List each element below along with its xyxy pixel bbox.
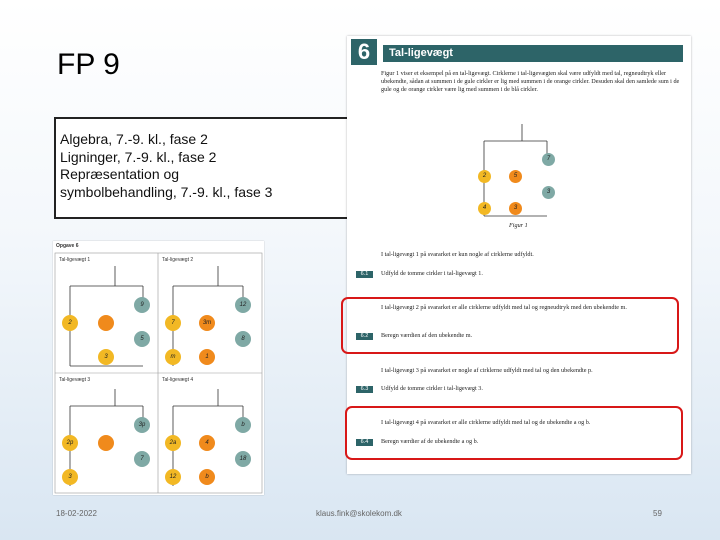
orange-circle: 1 <box>199 349 215 365</box>
task-tag: 6.1 <box>356 271 373 278</box>
exercise-text: I tal-ligevægt 4 på svararket er alle cirklerne udfyldt med tal og de ubekendte a og b. <box>381 419 591 426</box>
exercise-text: I tal-ligevægt 2 på svararket er alle cirklerne udfyldt med tal og regneudtryk med den ubekendte m. <box>381 304 627 311</box>
yellow-circle: 7 <box>165 315 181 331</box>
exercise-text: I tal-ligevægt 1 på svararket er kun nogle af cirklerne udfyldt. <box>381 251 534 258</box>
blue-circle: 3p <box>134 417 150 433</box>
answer-sheet-title: Opgave 6 <box>56 243 79 249</box>
panel-label: Tal-ligevægt 2 <box>162 257 194 263</box>
orange-circle <box>98 435 114 451</box>
panel-label: Tal-ligevægt 3 <box>59 377 91 383</box>
exercise-heading: Tal-ligevægt <box>383 45 683 62</box>
panel-label: Tal-ligevægt 4 <box>162 377 194 383</box>
topic-line: symbolbehandling, 7.-9. kl., fase 3 <box>60 183 273 200</box>
yellow-circle: 3 <box>62 469 78 485</box>
panel-label: Tal-ligevægt 1 <box>59 257 91 263</box>
orange-circle <box>98 315 114 331</box>
blue-circle: 3 <box>542 186 555 199</box>
blue-circle: 7 <box>542 153 555 166</box>
orange-circle: 5 <box>509 170 522 183</box>
exercise-number: 6 <box>351 39 377 65</box>
footer-page-number: 59 <box>653 509 662 518</box>
task-tag: 6.3 <box>356 386 373 393</box>
task-text: Udfyld de tomme cirkler i tal-ligevægt 3. <box>381 385 483 392</box>
footer-date: 18-02-2022 <box>56 509 97 518</box>
task-tag: 6.4 <box>356 439 373 446</box>
answer-sheet-grid <box>53 241 264 495</box>
task-text: Beregn værdier af de ubekendte a og b. <box>381 438 479 445</box>
exercise-intro: Figur 1 viser et eksempel på en tal-ligevægt. Cirklerne i tal-ligevægten skal være udfyldt med tal, regneudtryk eller ubekendte, sådan at summen i de gule cirkler er lig med summen i de orange cirkler. Desuden skal den samlede sum i de gule og de orange cirkler være lig med summen i de blå cirkler. <box>381 70 680 93</box>
blue-circle: 9 <box>134 297 150 313</box>
task-text: Udfyld de tomme cirkler i tal-ligevægt 1. <box>381 270 483 277</box>
answer-sheet-image <box>53 241 264 495</box>
exercise-text: I tal-ligevægt 3 på svararket er nogle af cirklerne udfyldt med tal og den ubekendte p. <box>381 367 593 374</box>
slide-title: FP 9 <box>57 48 120 81</box>
yellow-circle: 12 <box>165 469 181 485</box>
orange-circle: 3 <box>509 202 522 215</box>
yellow-circle: 2 <box>478 170 491 183</box>
orange-circle: b <box>199 469 215 485</box>
blue-circle: 8 <box>235 331 251 347</box>
task-tag: 6.2 <box>356 333 373 340</box>
figure-caption: Figur 1 <box>509 222 528 229</box>
blue-circle: 7 <box>134 451 150 467</box>
yellow-circle: 4 <box>478 202 491 215</box>
blue-circle: 5 <box>134 331 150 347</box>
blue-circle: b <box>235 417 251 433</box>
highlight-box <box>341 297 679 354</box>
blue-circle: 12 <box>235 297 251 313</box>
topic-line: Algebra, 7.-9. kl., fase 2 <box>60 131 208 147</box>
topic-line: Repræsentation og <box>60 166 180 182</box>
task-text: Beregn værdien af den ubekendte m. <box>381 332 473 339</box>
topic-box <box>54 117 351 219</box>
yellow-circle: 2 <box>62 315 78 331</box>
yellow-circle: 2a <box>165 435 181 451</box>
footer-email: klaus.fink@skolekom.dk <box>316 509 402 518</box>
blue-circle: 18 <box>235 451 251 467</box>
topic-line: Ligninger, 7.-9. kl., fase 2 <box>60 148 217 165</box>
yellow-circle: 2p <box>62 435 78 451</box>
yellow-circle: 3 <box>98 349 114 365</box>
highlight-box <box>345 406 683 460</box>
orange-circle: 4 <box>199 435 215 451</box>
yellow-circle: m <box>165 349 181 365</box>
orange-circle: 3m <box>199 315 215 331</box>
